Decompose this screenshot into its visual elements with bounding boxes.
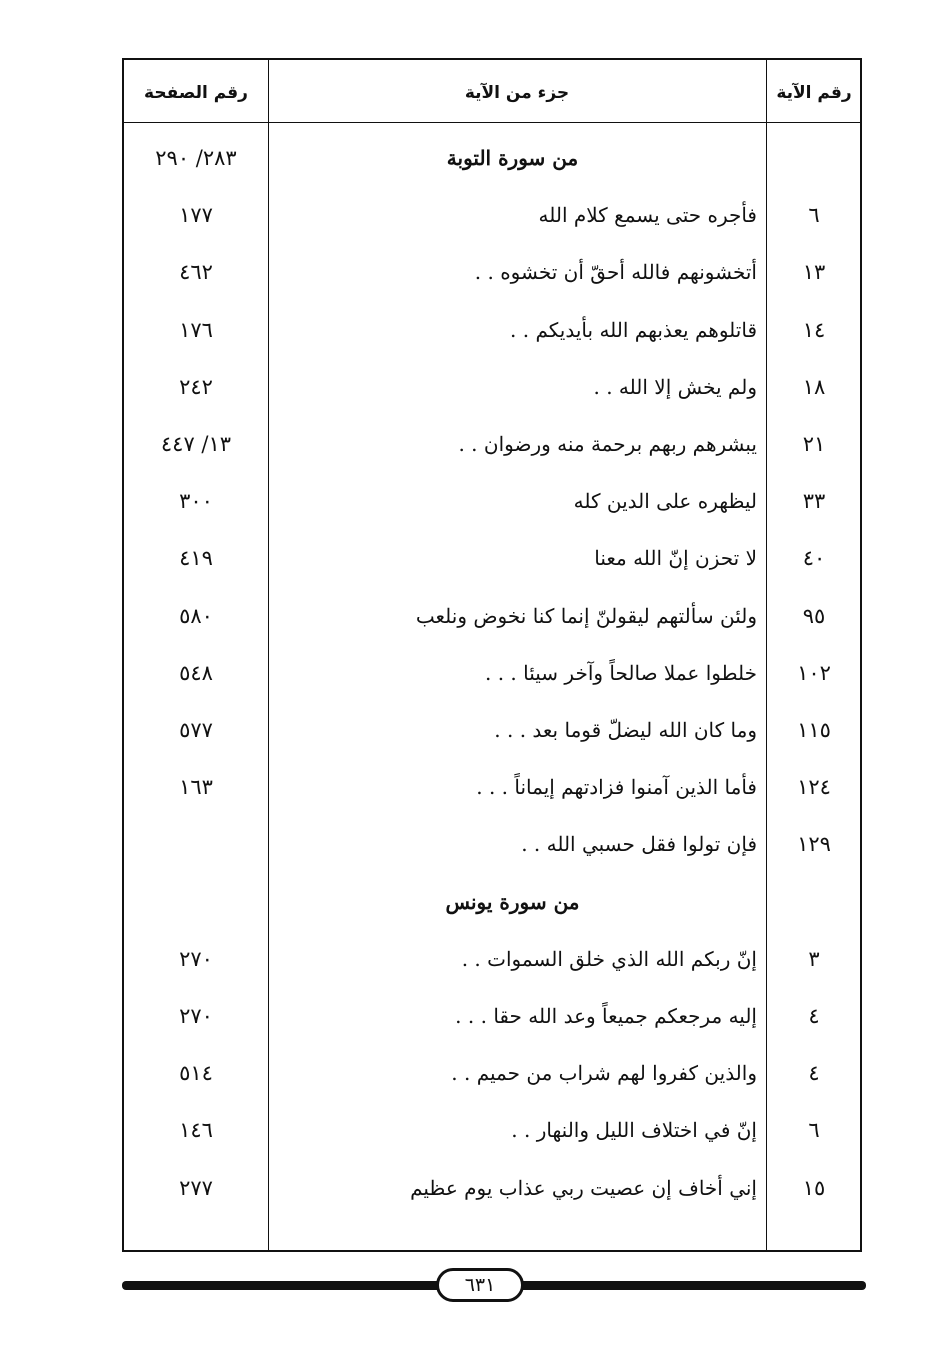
- surah-heading-row: [124, 874, 860, 931]
- table-row: [124, 244, 860, 301]
- verse-part-cell: إني أخاف إن عصيت ربي عذاب يوم عظيم: [410, 1175, 757, 1200]
- page-number-cell: ٢٨٣/ ٢٩٠: [155, 146, 237, 170]
- page-number-badge: ٦٣١: [436, 1268, 524, 1302]
- page-number-cell: ٥٧٧: [179, 718, 213, 742]
- page-number-cell: ٢٧٠: [179, 946, 213, 971]
- header-page-number: رقم الصفحة: [144, 83, 248, 103]
- verse-number-cell: ١٤: [802, 317, 826, 342]
- surah-heading: من سورة التوبة: [446, 146, 579, 170]
- table-row: [124, 645, 860, 702]
- verse-part-cell: قاتلوهم يعذبهم الله بأيديكم . .: [510, 317, 757, 342]
- verse-part-cell: أتخشونهم فالله أحقّ أن تخشوه . .: [474, 260, 757, 285]
- page-number-cell: ١٧٦: [179, 317, 213, 342]
- page-number-cell: ٥٨٠: [179, 603, 213, 628]
- verse-number-cell: ١٣: [802, 260, 826, 285]
- table-row: [124, 1160, 860, 1217]
- verse-number-cell: ١٢٩: [797, 832, 831, 857]
- verse-part-cell: إليه مرجعكم جميعاً وعد الله حقا . . .: [455, 1004, 757, 1028]
- table-row: [124, 759, 860, 816]
- verse-number-cell: ٤٠: [802, 546, 826, 571]
- table-row: [124, 473, 860, 530]
- verse-number-cell: ١٥: [802, 1175, 826, 1200]
- page-number-cell: ٥٤٨: [179, 660, 213, 685]
- table-row: [124, 816, 860, 873]
- page-number-cell: ١٣/ ٤٤٧: [160, 432, 232, 456]
- table-row: [124, 1102, 860, 1159]
- verse-number-cell: ٤: [808, 1061, 820, 1086]
- verse-number-cell: ٦: [808, 203, 820, 228]
- table-row: [124, 416, 860, 473]
- header-verse-number: رقم الآية: [776, 83, 852, 103]
- surah-heading: من سورة يونس: [445, 889, 580, 914]
- page-number-cell: ١٦٣: [179, 775, 213, 800]
- verse-part-cell: ولئن سألتهم ليقولنّ إنما كنا نخوض ونلعب: [415, 603, 757, 628]
- table-row: [124, 988, 860, 1045]
- verse-part-cell: فأجره حتى يسمع كلام الله: [538, 203, 757, 228]
- table-row: [124, 1045, 860, 1102]
- header-verse-part: جزء من الآية: [464, 83, 570, 103]
- page-number-cell: ٥١٤: [179, 1061, 213, 1086]
- verse-number-cell: ١٨: [802, 374, 826, 399]
- table-row: [124, 931, 860, 988]
- verse-part-cell: إنّ في اختلاف الليل والنهار . .: [511, 1118, 757, 1143]
- page-number-cell: ١٤٦: [179, 1118, 213, 1143]
- surah-heading-row: [124, 130, 860, 187]
- verse-number-cell: ٢١: [802, 432, 826, 456]
- verse-number-cell: ٦: [808, 1118, 820, 1143]
- page-number-cell: ٢٧٠: [179, 1004, 213, 1028]
- page-number-cell: ٢٤٢: [179, 374, 213, 399]
- verse-part-cell: وما كان الله ليضلّ قوما بعد . . .: [494, 718, 757, 742]
- verse-part-cell: لا تحزن إنّ الله معنا: [594, 546, 757, 571]
- verse-number-cell: [766, 130, 862, 187]
- page-number-cell: ٤١٩: [179, 546, 213, 571]
- page-number-cell: [124, 874, 268, 931]
- page-number-cell: ٢٧٧: [179, 1175, 213, 1200]
- verse-part-cell: والذين كفروا لهم شراب من حميم . .: [451, 1061, 757, 1086]
- verse-part-cell: فإن تولوا فقل حسبي الله . .: [521, 832, 757, 857]
- verse-number-cell: [766, 874, 862, 931]
- verse-part-cell: ليظهره على الدين كله: [573, 489, 757, 514]
- verse-number-cell: ١٠٢: [797, 660, 831, 685]
- table-row: [124, 702, 860, 759]
- table-row: [124, 588, 860, 645]
- page-number-cell: [124, 816, 268, 873]
- table-row: [124, 359, 860, 416]
- table-row: [124, 302, 860, 359]
- verse-part-cell: فأما الذين آمنوا فزادتهم إيماناً . . .: [476, 775, 757, 800]
- verse-number-cell: ٤: [808, 1004, 820, 1028]
- verse-number-cell: ١١٥: [797, 718, 831, 742]
- verse-part-cell: إنّ ربكم الله الذي خلق السموات . .: [461, 946, 757, 971]
- verse-number-cell: ٣٣: [802, 489, 826, 514]
- verse-number-cell: ٣: [808, 946, 820, 971]
- page-number-cell: ١٧٧: [179, 203, 213, 228]
- header-divider: [124, 122, 860, 123]
- page-number-cell: ٣٠٠: [179, 489, 213, 514]
- verse-number-cell: ٩٥: [802, 603, 826, 628]
- page-number-cell: ٤٦٢: [179, 260, 213, 285]
- verse-part-cell: يبشرهم ربهم برحمة منه ورضوان . .: [458, 432, 757, 456]
- verse-part-cell: ولم يخش إلا الله . .: [593, 374, 757, 399]
- verse-number-cell: ١٢٤: [797, 775, 831, 800]
- table-row: [124, 530, 860, 587]
- verse-part-cell: خلطوا عملا صالحاً وآخر سيئا . . .: [485, 660, 757, 685]
- table-row: [124, 187, 860, 244]
- index-table: [122, 58, 862, 1252]
